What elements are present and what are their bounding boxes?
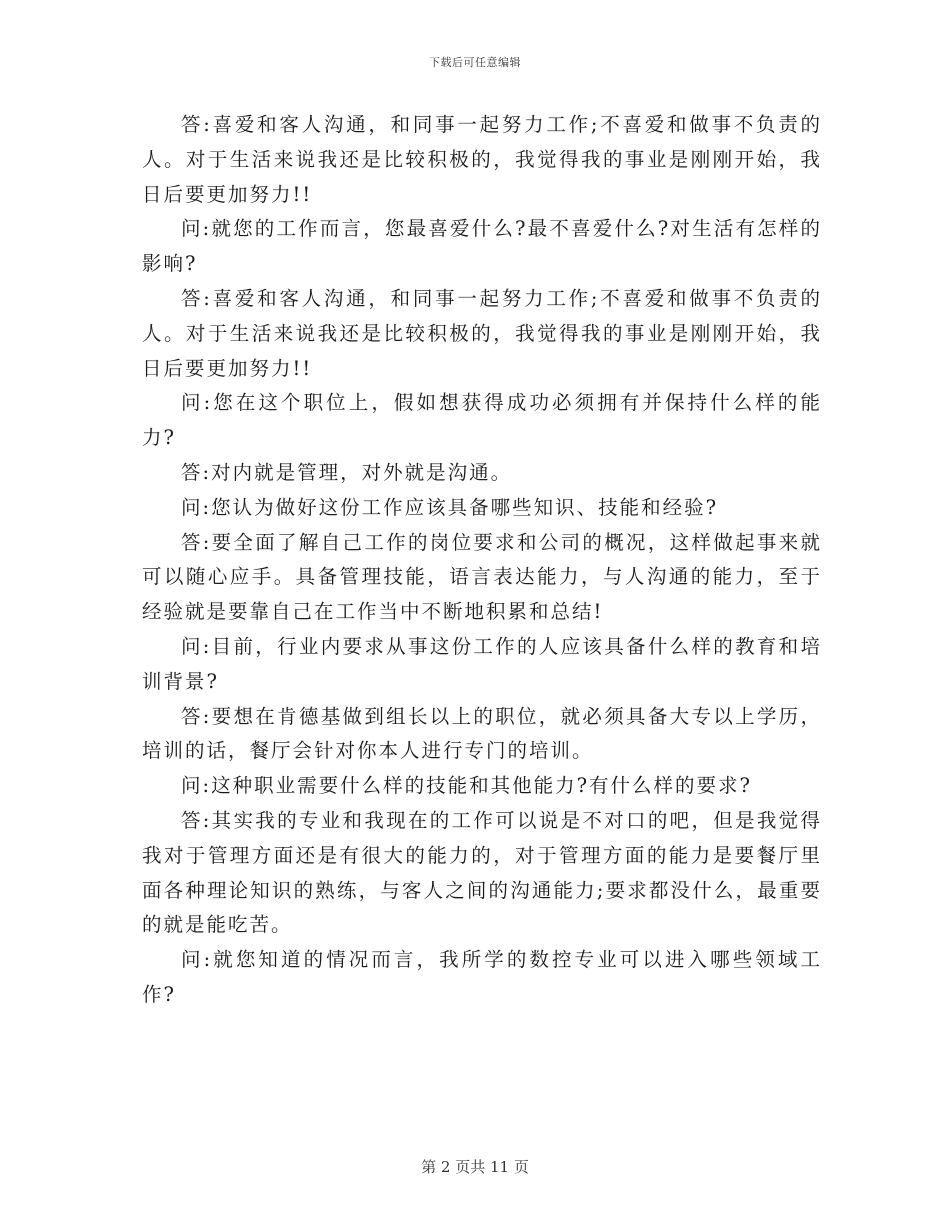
paragraph-question: 问:这种职业需要什么样的技能和其他能力?有什么样的要求? (181, 774, 752, 798)
paragraph-question: 问:就您的工作而言，您最喜爱什么?最不喜爱什么?对生活有怎样的影响? (142, 217, 822, 276)
document-body (142, 108, 822, 1013)
paragraph-answer: 答:要想在肯德基做到组长以上的职位，就必须具备大专以上学历，培训的话，餐厅会针对你本人进行专门的培训。 (142, 704, 822, 763)
paragraph-question: 问:您认为做好这份工作应该具备哪些知识、技能和经验? (181, 495, 719, 519)
paragraph-question: 问:您在这个职位上，假如想获得成功必须拥有并保持什么样的能力? (142, 391, 822, 450)
page-header: 下载后可任意编辑 (429, 56, 521, 69)
paragraph-answer: 答:对内就是管理，对外就是沟通。 (181, 460, 513, 484)
paragraph-answer: 答:要全面了解自己工作的岗位要求和公司的概况，这样做起事来就可以随心应手。具备管理技能，语言表达能力，与人沟通的能力，至于经验就是要靠自己在工作当中不断地积累和总结! (142, 530, 822, 624)
paragraph-answer: 答:喜爱和客人沟通，和同事一起努力工作;不喜爱和做事不负责的人。对于生活来说我还是比较积极的，我觉得我的事业是刚刚开始，我日后要更加努力!! (142, 113, 822, 206)
paragraph-answer: 答:其实我的专业和我现在的工作可以说是不对口的吧，但是我觉得我对于管理方面还是有很大的能力的，对于管理方面的能力是要餐厅里面各种理论知识的熟练，与客人之间的沟通能力;要求都没什么，最重要的就是能吃苦。 (142, 808, 822, 937)
paragraph-answer: 答:喜爱和客人沟通，和同事一起努力工作;不喜爱和做事不负责的人。对于生活来说我还是比较积极的，我觉得我的事业是刚刚开始，我日后要更加努力!! (142, 286, 822, 380)
page-footer: 第 2 页共 11 页 (421, 1158, 529, 1176)
paragraph-question: 问:目前，行业内要求从事这份工作的人应该具备什么样的教育和培训背景? (142, 634, 822, 693)
paragraph-question: 问:就您知道的情况而言，我所学的数控专业可以进入哪些领域工作? (142, 948, 822, 1006)
